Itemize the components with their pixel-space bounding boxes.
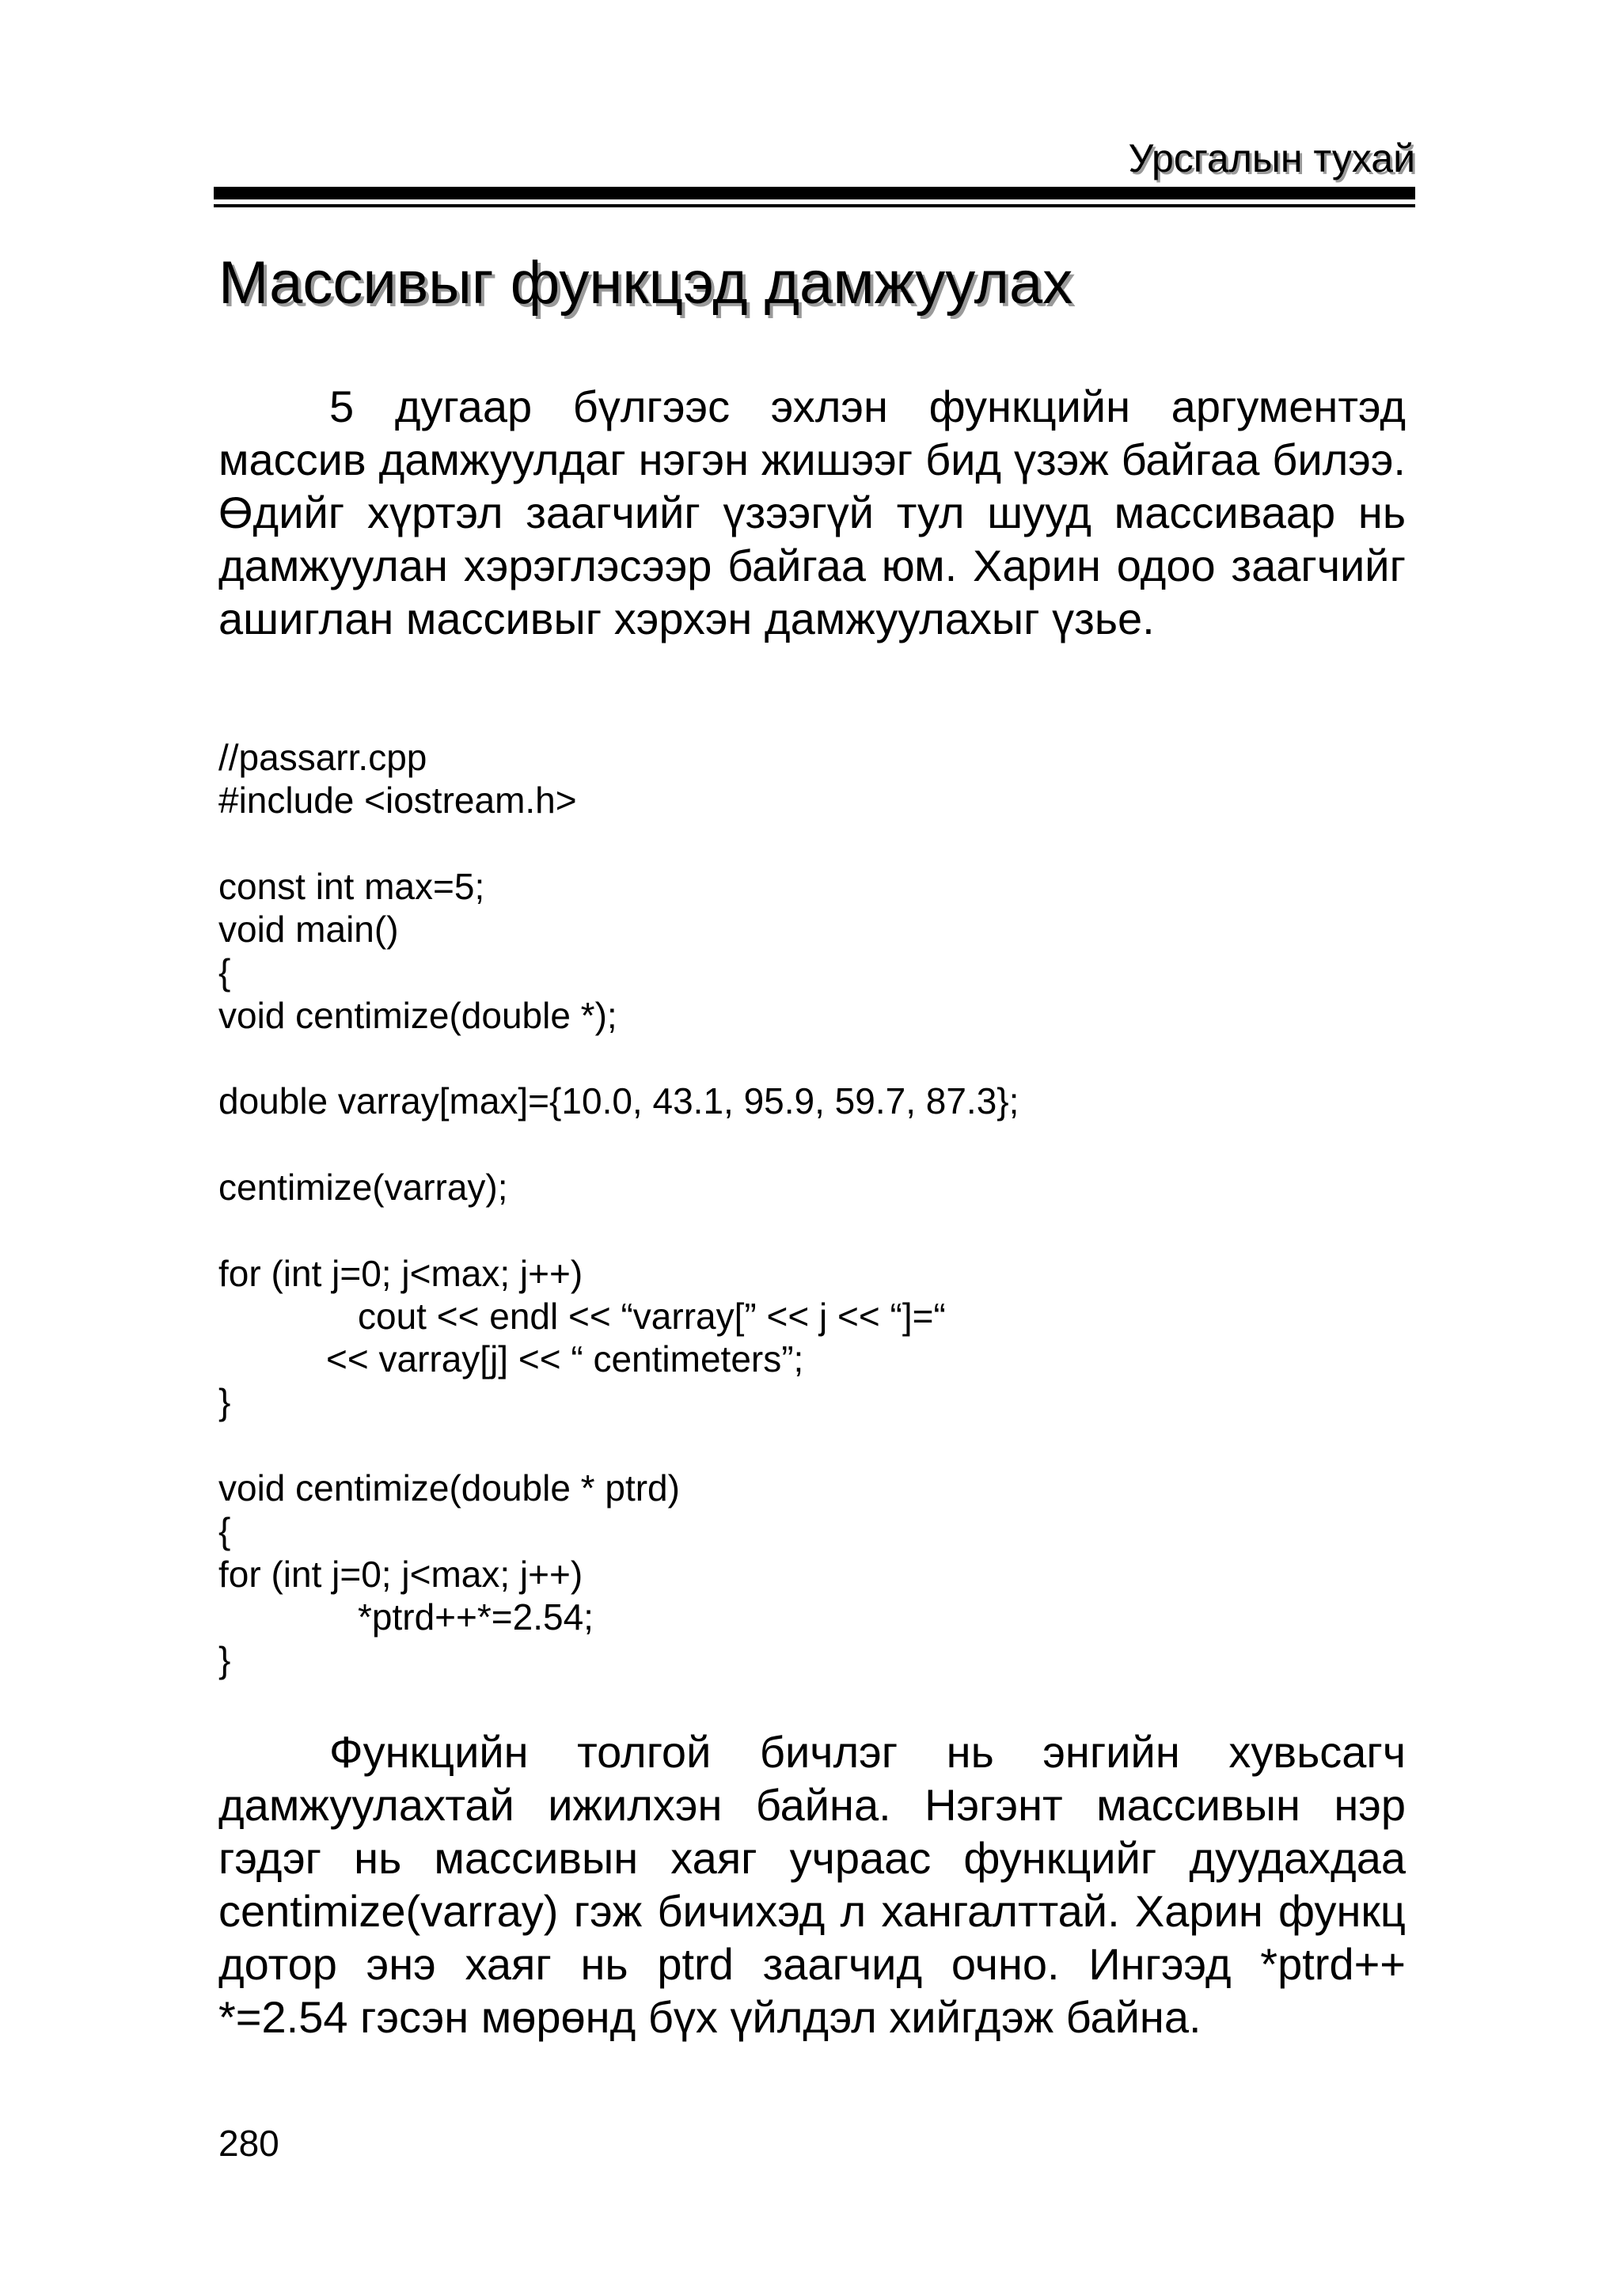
code-line: *ptrd++*=2.54; xyxy=(358,1596,594,1638)
explanation-paragraph: Функцийн толгой бичлэг нь энгийн хувьсагч дамжуулахтай ижилхэн байна. Нэгэнт массивын нэр гэдэг нь массивын хаяг учраас функцийг дуудахдаа centimize(varray) гэж бичихэд л хангалттай. Харин функц дотор энэ хаяг нь ptrd заагчид очно. Ингээд *ptrd++ *=2.54 гэсэн мөрөнд бүх үйлдэл хийгдэж байна. xyxy=(218,1727,1406,2042)
code-line: cout << endl << “varray[” << j << “]=“ xyxy=(358,1295,946,1337)
code-line: } xyxy=(218,1639,231,1681)
code-line: for (int j=0; j<max; j++) xyxy=(218,1252,583,1294)
code-line xyxy=(218,1037,1406,1080)
code-line: void centimize(double * ptrd) xyxy=(218,1467,680,1509)
code-line: centimize(varray); xyxy=(218,1166,508,1208)
code-line: #include <iostream.h> xyxy=(218,780,577,822)
code-line: { xyxy=(218,1510,231,1552)
code-line xyxy=(218,822,1406,865)
code-line xyxy=(218,1424,1406,1467)
code-line: << varray[j] << “ centimeters”; xyxy=(326,1338,804,1380)
intro-paragraph: 5 дугаар бүлгээс эхлэн функцийн аргументэд массив дамжуулдаг нэгэн жишээг бид үзэж байгаа билээ. Өдийг хүртэл заагчийг үзээгүй тул шууд массиваар нь дамжуулан хэрэглэсээр байгаа юм. Харин одоо заагчийг ашиглан массивыг хэрхэн дамжуулахыг үзье. xyxy=(218,381,1406,643)
code-line: void main() xyxy=(218,909,399,951)
page-number: 280 xyxy=(218,2123,279,2164)
code-line: void centimize(double *); xyxy=(218,994,617,1036)
code-line xyxy=(218,1123,1406,1166)
section-title: Массивыг функцэд дамжуулах xyxy=(218,249,1073,317)
code-line: } xyxy=(218,1381,231,1423)
code-line: //passarr.cpp xyxy=(218,737,427,778)
running-header: Урсгалын тухай xyxy=(1128,136,1415,180)
code-line: const int max=5; xyxy=(218,865,485,907)
code-line: { xyxy=(218,951,231,993)
code-listing xyxy=(218,736,1406,1682)
code-line xyxy=(218,1209,1406,1251)
code-line: double varray[max]={10.0, 43.1, 95.9, 59.7, 87.3}; xyxy=(218,1080,1019,1122)
code-line: for (int j=0; j<max; j++) xyxy=(218,1553,583,1595)
header-rule-thin xyxy=(214,204,1415,207)
header-rule xyxy=(214,187,1415,199)
